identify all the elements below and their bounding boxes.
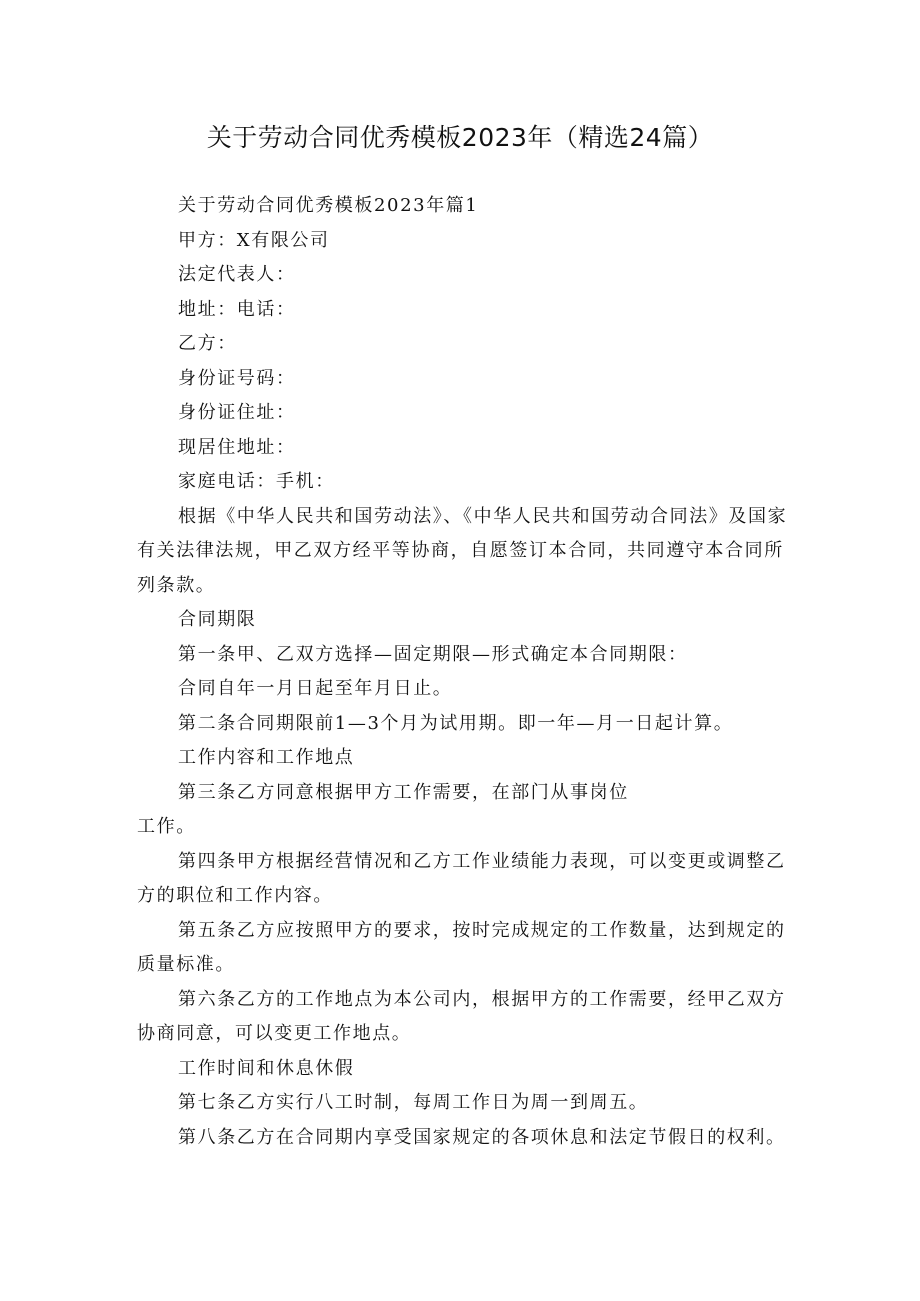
article-2: 第二条合同期限前1—3个月为试用期。即一年—月一日起计算。 bbox=[178, 712, 734, 734]
id-number-line: 身份证号码： bbox=[178, 367, 296, 389]
article-5: 第五条乙方应按照甲方的要求，按时完成规定的工作数量，达到规定的质量标准。 bbox=[137, 919, 786, 975]
article-3-continued: 工作。 bbox=[137, 816, 196, 837]
home-phone-mobile-line: 家庭电话：手机： bbox=[178, 471, 335, 492]
article-4: 第四条甲方根据经营情况和乙方工作业绩能力表现，可以变更或调整乙方的职位和工作内容。 bbox=[137, 850, 786, 906]
section-heading: 关于劳动合同优秀模板2023年篇1 bbox=[178, 195, 479, 216]
article-8: 第八条乙方在合同期内享受国家规定的各项休息和法定节假日的权利。 bbox=[178, 1126, 786, 1148]
article-6: 第六条乙方的工作地点为本公司内，根据甲方的工作需要，经甲乙双方协商同意，可以变更工作地点。 bbox=[137, 988, 786, 1044]
current-address-line: 现居住地址： bbox=[178, 436, 296, 458]
legal-representative-line: 法定代表人： bbox=[178, 264, 296, 285]
article-3: 第三条乙方同意根据甲方工作需要，在部门从事岗位 bbox=[178, 781, 629, 803]
document-title: 关于劳动合同优秀模板2023年（精选24篇） bbox=[206, 123, 714, 152]
heading-contract-term: 合同期限 bbox=[178, 609, 257, 630]
heading-work-content: 工作内容和工作地点 bbox=[178, 747, 355, 768]
address-phone-line: 地址：电话： bbox=[178, 298, 296, 320]
preamble-paragraph: 根据《中华人民共和国劳动法》、《中华人民共和国劳动合同法》及国家有关法律法规，甲乙双方经平等协商，自愿签订本合同，共同遵守本合同所列条款。 bbox=[137, 505, 788, 596]
id-address-line: 身份证住址： bbox=[178, 402, 296, 423]
article-1: 第一条甲、乙双方选择—固定期限—形式确定本合同期限： bbox=[178, 643, 688, 665]
contract-period-line: 合同自年一月日起至年月日止。 bbox=[178, 678, 453, 699]
party-b-line: 乙方： bbox=[178, 333, 237, 354]
heading-work-hours: 工作时间和休息休假 bbox=[178, 1057, 355, 1079]
article-7: 第七条乙方实行八工时制，每周工作日为周一到周五。 bbox=[178, 1092, 649, 1113]
party-a-line: 甲方：X有限公司 bbox=[178, 229, 330, 251]
document-body bbox=[137, 189, 797, 1155]
